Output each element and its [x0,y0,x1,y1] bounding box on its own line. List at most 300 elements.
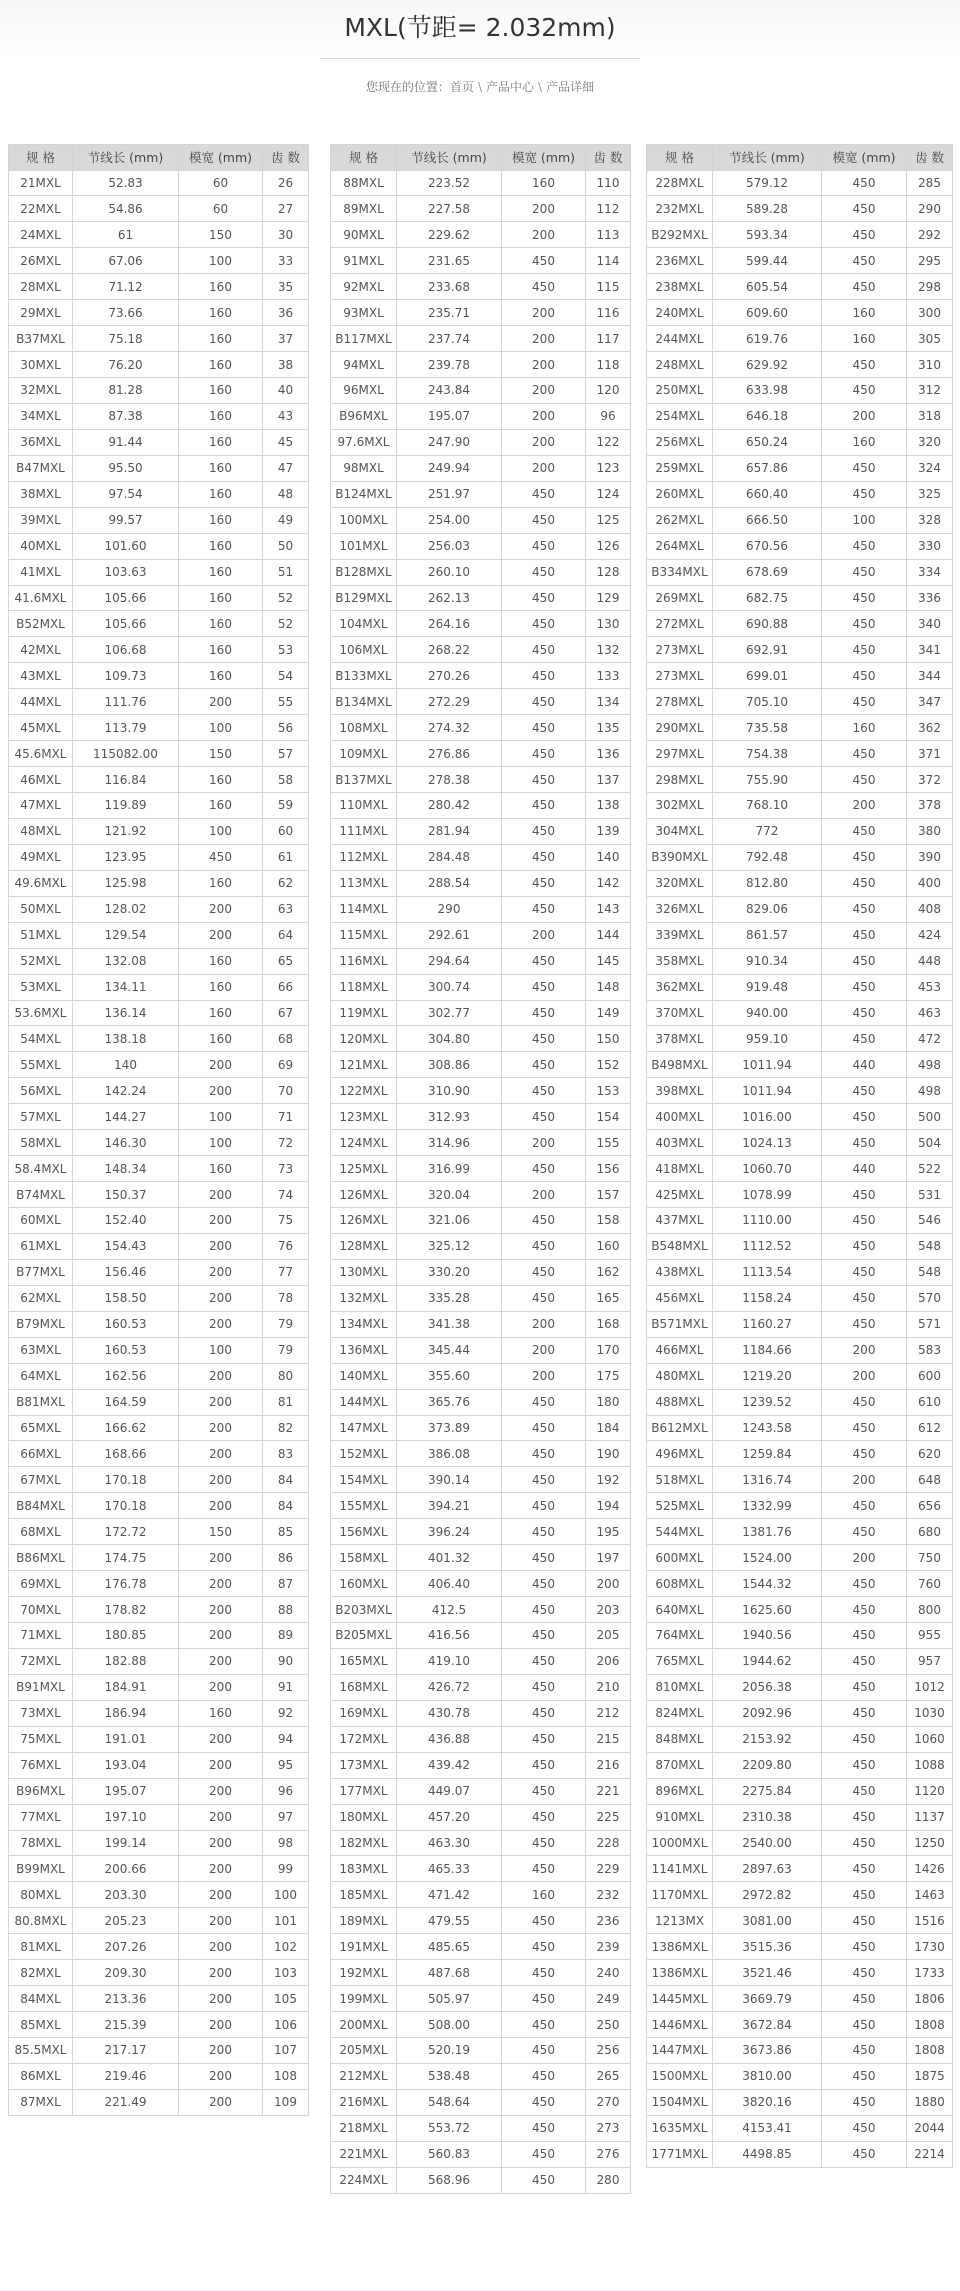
cell-width: 200 [179,1259,263,1285]
cell-pitch-length: 195.07 [397,403,502,429]
cell-width: 450 [502,585,586,611]
cell-spec: 1500MXL [647,2063,713,2089]
cell-width: 450 [502,274,586,300]
cell-width: 450 [502,1934,586,1960]
cell-teeth: 175 [586,1363,631,1389]
cell-width: 160 [179,481,263,507]
cell-spec: 169MXL [331,1700,397,1726]
cell-pitch-length: 223.52 [397,170,502,196]
cell-pitch-length: 166.62 [73,1415,179,1441]
cell-width: 200 [179,1674,263,1700]
cell-spec: 1141MXL [647,1856,713,1882]
cell-spec: B498MXL [647,1052,713,1078]
cell-teeth: 61 [263,844,309,870]
cell-spec: 75MXL [9,1726,73,1752]
cell-pitch-length: 243.84 [397,378,502,404]
cell-pitch-length: 609.60 [713,300,822,326]
cell-pitch-length: 959.10 [713,1026,822,1052]
cell-pitch-length: 227.58 [397,196,502,222]
cell-teeth: 51 [263,559,309,585]
cell-width: 450 [502,1026,586,1052]
cell-width: 200 [502,1130,586,1156]
cell-pitch-length: 148.34 [73,1156,179,1182]
cell-pitch-length: 193.04 [73,1752,179,1778]
cell-width: 200 [502,196,586,222]
cell-width: 160 [179,1156,263,1182]
cell-spec: 87MXL [9,2089,73,2115]
cell-teeth: 143 [586,896,631,922]
cell-spec: 147MXL [331,1415,397,1441]
cell-spec: 30MXL [9,352,73,378]
table-row [331,1804,631,1830]
cell-spec: 67MXL [9,1467,73,1493]
cell-width: 100 [179,1130,263,1156]
cell-pitch-length: 105.66 [73,611,179,637]
cell-spec: 358MXL [647,948,713,974]
cell-pitch-length: 394.21 [397,1493,502,1519]
cell-width: 450 [822,196,907,222]
cell-spec: 1771MXL [647,2141,713,2167]
cell-pitch-length: 134.11 [73,974,179,1000]
table-row [9,611,309,637]
cell-teeth: 1426 [907,1856,953,1882]
table-row [647,715,953,741]
cell-width: 200 [179,1545,263,1571]
cell-pitch-length: 113.79 [73,715,179,741]
cell-pitch-length: 4498.85 [713,2141,822,2167]
cell-spec: 125MXL [331,1156,397,1182]
cell-width: 200 [179,2089,263,2115]
cell-pitch-length: 666.50 [713,507,822,533]
cell-pitch-length: 164.59 [73,1389,179,1415]
cell-spec: 236MXL [647,248,713,274]
cell-pitch-length: 705.10 [713,689,822,715]
cell-spec: 113MXL [331,870,397,896]
cell-spec: B133MXL [331,663,397,689]
cell-spec: 38MXL [9,481,73,507]
table-row [647,1674,953,1700]
cell-pitch-length: 186.94 [73,1700,179,1726]
cell-pitch-length: 95.50 [73,455,179,481]
cell-width: 450 [502,1726,586,1752]
cell-spec: 122MXL [331,1078,397,1104]
cell-width: 450 [502,2167,586,2193]
table-row [647,2089,953,2115]
cell-width: 450 [502,1441,586,1467]
cell-pitch-length: 170.18 [73,1467,179,1493]
cell-pitch-length: 910.34 [713,948,822,974]
cell-pitch-length: 678.69 [713,559,822,585]
cell-width: 450 [502,1545,586,1571]
cell-pitch-length: 3081.00 [713,1908,822,1934]
cell-teeth: 89 [263,1623,309,1649]
cell-width: 450 [822,533,907,559]
cell-width: 450 [822,1856,907,1882]
cell-teeth: 295 [907,248,953,274]
cell-spec: 66MXL [9,1441,73,1467]
cell-spec: 232MXL [647,196,713,222]
cell-teeth: 463 [907,1000,953,1026]
cell-spec: B128MXL [331,559,397,585]
cell-spec: 98MXL [331,455,397,481]
header-pitch-length: 节线长 (mm) [713,145,822,171]
cell-pitch-length: 1016.00 [713,1104,822,1130]
cell-width: 450 [822,481,907,507]
cell-teeth: 109 [263,2089,309,2115]
cell-spec: 54MXL [9,1026,73,1052]
cell-pitch-length: 54.86 [73,196,179,222]
cell-pitch-length: 335.28 [397,1285,502,1311]
table-row [647,1934,953,1960]
cell-width: 200 [179,1882,263,1908]
cell-teeth: 102 [263,1934,309,1960]
cell-pitch-length: 1625.60 [713,1597,822,1623]
cell-spec: 71MXL [9,1623,73,1649]
cell-teeth: 160 [586,1233,631,1259]
cell-teeth: 155 [586,1130,631,1156]
cell-teeth: 305 [907,326,953,352]
cell-spec: 525MXL [647,1493,713,1519]
table-row [647,1311,953,1337]
cell-spec: 180MXL [331,1804,397,1830]
cell-pitch-length: 589.28 [713,196,822,222]
cell-width: 450 [502,1259,586,1285]
cell-teeth: 72 [263,1130,309,1156]
cell-spec: 544MXL [647,1519,713,1545]
table-row [331,222,631,248]
cell-pitch-length: 430.78 [397,1700,502,1726]
cell-teeth: 1806 [907,1986,953,2012]
cell-spec: 126MXL [331,1182,397,1208]
cell-width: 200 [502,1337,586,1363]
cell-width: 450 [822,948,907,974]
cell-width: 160 [179,455,263,481]
cell-spec: 290MXL [647,715,713,741]
cell-spec: 177MXL [331,1778,397,1804]
cell-spec: 80MXL [9,1882,73,1908]
cell-pitch-length: 1381.76 [713,1519,822,1545]
table-row [9,481,309,507]
cell-spec: 60MXL [9,1208,73,1234]
table-row [331,1700,631,1726]
cell-teeth: 37 [263,326,309,352]
table-row [9,403,309,429]
cell-spec: 273MXL [647,663,713,689]
cell-pitch-length: 76.20 [73,352,179,378]
table-row [331,2089,631,2115]
cell-teeth: 48 [263,481,309,507]
table-row [9,948,309,974]
table-row [647,585,953,611]
table-row [647,2038,953,2064]
cell-spec: 93MXL [331,300,397,326]
cell-teeth: 142 [586,870,631,896]
cell-width: 200 [179,1415,263,1441]
table-row [9,922,309,948]
cell-pitch-length: 101.60 [73,533,179,559]
cell-pitch-length: 2275.84 [713,1778,822,1804]
cell-spec: 58.4MXL [9,1156,73,1182]
cell-pitch-length: 1011.94 [713,1052,822,1078]
cell-teeth: 96 [263,1778,309,1804]
table-row [331,1363,631,1389]
cell-teeth: 148 [586,974,631,1000]
cell-spec: 1504MXL [647,2089,713,2115]
table-row [331,611,631,637]
table-row [647,948,953,974]
cell-pitch-length: 449.07 [397,1778,502,1804]
cell-pitch-length: 172.72 [73,1519,179,1545]
cell-spec: 212MXL [331,2063,397,2089]
table-row [9,741,309,767]
cell-teeth: 170 [586,1337,631,1363]
cell-width: 450 [502,1078,586,1104]
cell-width: 450 [822,1182,907,1208]
cell-width: 450 [822,1778,907,1804]
cell-teeth: 1808 [907,2038,953,2064]
cell-width: 450 [822,1493,907,1519]
table-row [647,248,953,274]
table-row [331,559,631,585]
cell-width: 200 [502,455,586,481]
cell-teeth: 35 [263,274,309,300]
cell-width: 450 [822,352,907,378]
cell-spec: 1446MXL [647,2012,713,2038]
cell-pitch-length: 115082.00 [73,741,179,767]
cell-width: 160 [179,870,263,896]
breadcrumb-separator: \ [538,80,543,94]
cell-pitch-length: 67.06 [73,248,179,274]
cell-pitch-length: 284.48 [397,844,502,870]
cell-pitch-length: 465.33 [397,1856,502,1882]
table-row [647,507,953,533]
cell-pitch-length: 174.75 [73,1545,179,1571]
cell-width: 450 [502,1571,586,1597]
breadcrumb-product-center-link[interactable]: 产品中心 [486,80,535,94]
table-row [647,1130,953,1156]
table-row [9,1208,309,1234]
table-row [647,1104,953,1130]
cell-spec: 89MXL [331,196,397,222]
cell-pitch-length: 140 [73,1052,179,1078]
cell-width: 450 [502,741,586,767]
cell-width: 450 [822,870,907,896]
cell-width: 450 [502,1623,586,1649]
cell-spec: 111MXL [331,818,397,844]
cell-pitch-length: 97.54 [73,481,179,507]
cell-teeth: 1463 [907,1882,953,1908]
cell-spec: 466MXL [647,1337,713,1363]
table-row [9,1493,309,1519]
cell-teeth: 110 [586,170,631,196]
cell-teeth: 1808 [907,2012,953,2038]
cell-width: 160 [179,300,263,326]
cell-teeth: 378 [907,793,953,819]
cell-width: 450 [502,1052,586,1078]
table-row [647,1052,953,1078]
cell-teeth: 95 [263,1752,309,1778]
cell-spec: B47MXL [9,455,73,481]
cell-pitch-length: 579.12 [713,170,822,196]
cell-pitch-length: 355.60 [397,1363,502,1389]
cell-teeth: 83 [263,1441,309,1467]
cell-spec: 378MXL [647,1026,713,1052]
cell-spec: 154MXL [331,1467,397,1493]
cell-width: 450 [502,559,586,585]
cell-width: 450 [502,1000,586,1026]
cell-teeth: 86 [263,1545,309,1571]
cell-spec: B292MXL [647,222,713,248]
cell-pitch-length: 861.57 [713,922,822,948]
cell-spec: 86MXL [9,2063,73,2089]
table-row [9,1285,309,1311]
cell-width: 200 [179,1311,263,1337]
table-row [647,1208,953,1234]
cell-width: 450 [502,1156,586,1182]
cell-teeth: 79 [263,1337,309,1363]
cell-width: 450 [822,1104,907,1130]
breadcrumb [0,78,960,95]
table-row [331,870,631,896]
table-row [9,1441,309,1467]
cell-teeth: 137 [586,767,631,793]
cell-spec: 42MXL [9,637,73,663]
table-row [647,922,953,948]
cell-pitch-length: 129.54 [73,922,179,948]
table-row [331,1000,631,1026]
cell-spec: 47MXL [9,793,73,819]
cell-pitch-length: 182.88 [73,1648,179,1674]
table-row [647,1363,953,1389]
cell-spec: 144MXL [331,1389,397,1415]
cell-pitch-length: 91.44 [73,429,179,455]
table-row [331,585,631,611]
cell-pitch-length: 4153.41 [713,2115,822,2141]
cell-spec: 269MXL [647,585,713,611]
cell-pitch-length: 463.30 [397,1830,502,1856]
cell-width: 450 [822,663,907,689]
cell-width: 200 [179,1856,263,1882]
cell-pitch-length: 439.42 [397,1752,502,1778]
cell-pitch-length: 633.98 [713,378,822,404]
cell-spec: 152MXL [331,1441,397,1467]
cell-spec: 640MXL [647,1597,713,1623]
cell-teeth: 125 [586,507,631,533]
cell-spec: 910MXL [647,1804,713,1830]
cell-pitch-length: 419.10 [397,1648,502,1674]
cell-width: 200 [179,1208,263,1234]
cell-pitch-length: 288.54 [397,870,502,896]
cell-pitch-length: 156.46 [73,1259,179,1285]
cell-teeth: 98 [263,1830,309,1856]
cell-width: 450 [502,974,586,1000]
header-spec: 规 格 [647,145,713,171]
cell-width: 450 [822,767,907,793]
cell-teeth: 347 [907,689,953,715]
cell-spec: 58MXL [9,1130,73,1156]
cell-width: 450 [822,1026,907,1052]
table-row [647,403,953,429]
cell-teeth: 45 [263,429,309,455]
cell-spec: 764MXL [647,1623,713,1649]
cell-teeth: 957 [907,1648,953,1674]
cell-teeth: 57 [263,741,309,767]
cell-width: 160 [179,793,263,819]
cell-width: 200 [179,2063,263,2089]
cell-width: 200 [822,1337,907,1363]
cell-pitch-length: 330.20 [397,1259,502,1285]
table-header-row [331,145,631,171]
table-row [331,1233,631,1259]
table-row [647,1493,953,1519]
cell-width: 450 [822,818,907,844]
table-row [647,793,953,819]
table-row [331,715,631,741]
cell-pitch-length: 75.18 [73,326,179,352]
cell-teeth: 408 [907,896,953,922]
cell-teeth: 92 [263,1700,309,1726]
cell-pitch-length: 191.01 [73,1726,179,1752]
cell-pitch-length: 276.86 [397,741,502,767]
table-row [647,170,953,196]
cell-teeth: 1250 [907,1830,953,1856]
cell-width: 200 [502,352,586,378]
table-row [647,352,953,378]
table-row [647,2141,953,2167]
cell-teeth: 144 [586,922,631,948]
cell-width: 100 [179,248,263,274]
cell-pitch-length: 657.86 [713,455,822,481]
cell-pitch-length: 209.30 [73,1960,179,1986]
cell-spec: 1213MX [647,1908,713,1934]
cell-width: 200 [179,1830,263,1856]
cell-pitch-length: 168.66 [73,1441,179,1467]
cell-width: 450 [502,1285,586,1311]
cell-pitch-length: 176.78 [73,1571,179,1597]
cell-spec: 156MXL [331,1519,397,1545]
cell-pitch-length: 239.78 [397,352,502,378]
cell-pitch-length: 264.16 [397,611,502,637]
cell-spec: 118MXL [331,974,397,1000]
cell-width: 150 [179,1519,263,1545]
table-row [331,767,631,793]
cell-pitch-length: 294.64 [397,948,502,974]
cell-width: 200 [502,403,586,429]
cell-pitch-length: 2310.38 [713,1804,822,1830]
cell-width: 200 [179,1752,263,1778]
cell-pitch-length: 136.14 [73,1000,179,1026]
cell-width: 160 [179,948,263,974]
table-row [647,1700,953,1726]
cell-width: 200 [179,1389,263,1415]
cell-pitch-length: 692.91 [713,637,822,663]
breadcrumb-home-link[interactable]: 首页 [449,80,474,94]
table-row [647,1259,953,1285]
cell-pitch-length: 81.28 [73,378,179,404]
breadcrumb-prefix: 您现在的位置： [365,80,450,94]
cell-pitch-length: 772 [713,818,822,844]
table-row [9,2089,309,2115]
cell-teeth: 70 [263,1078,309,1104]
cell-width: 450 [502,1700,586,1726]
spec-table-3 [646,144,953,2168]
cell-spec: 155MXL [331,1493,397,1519]
table-row [331,689,631,715]
cell-width: 450 [822,1208,907,1234]
cell-pitch-length: 321.06 [397,1208,502,1234]
header-teeth: 齿 数 [907,145,953,171]
cell-spec: 765MXL [647,1648,713,1674]
